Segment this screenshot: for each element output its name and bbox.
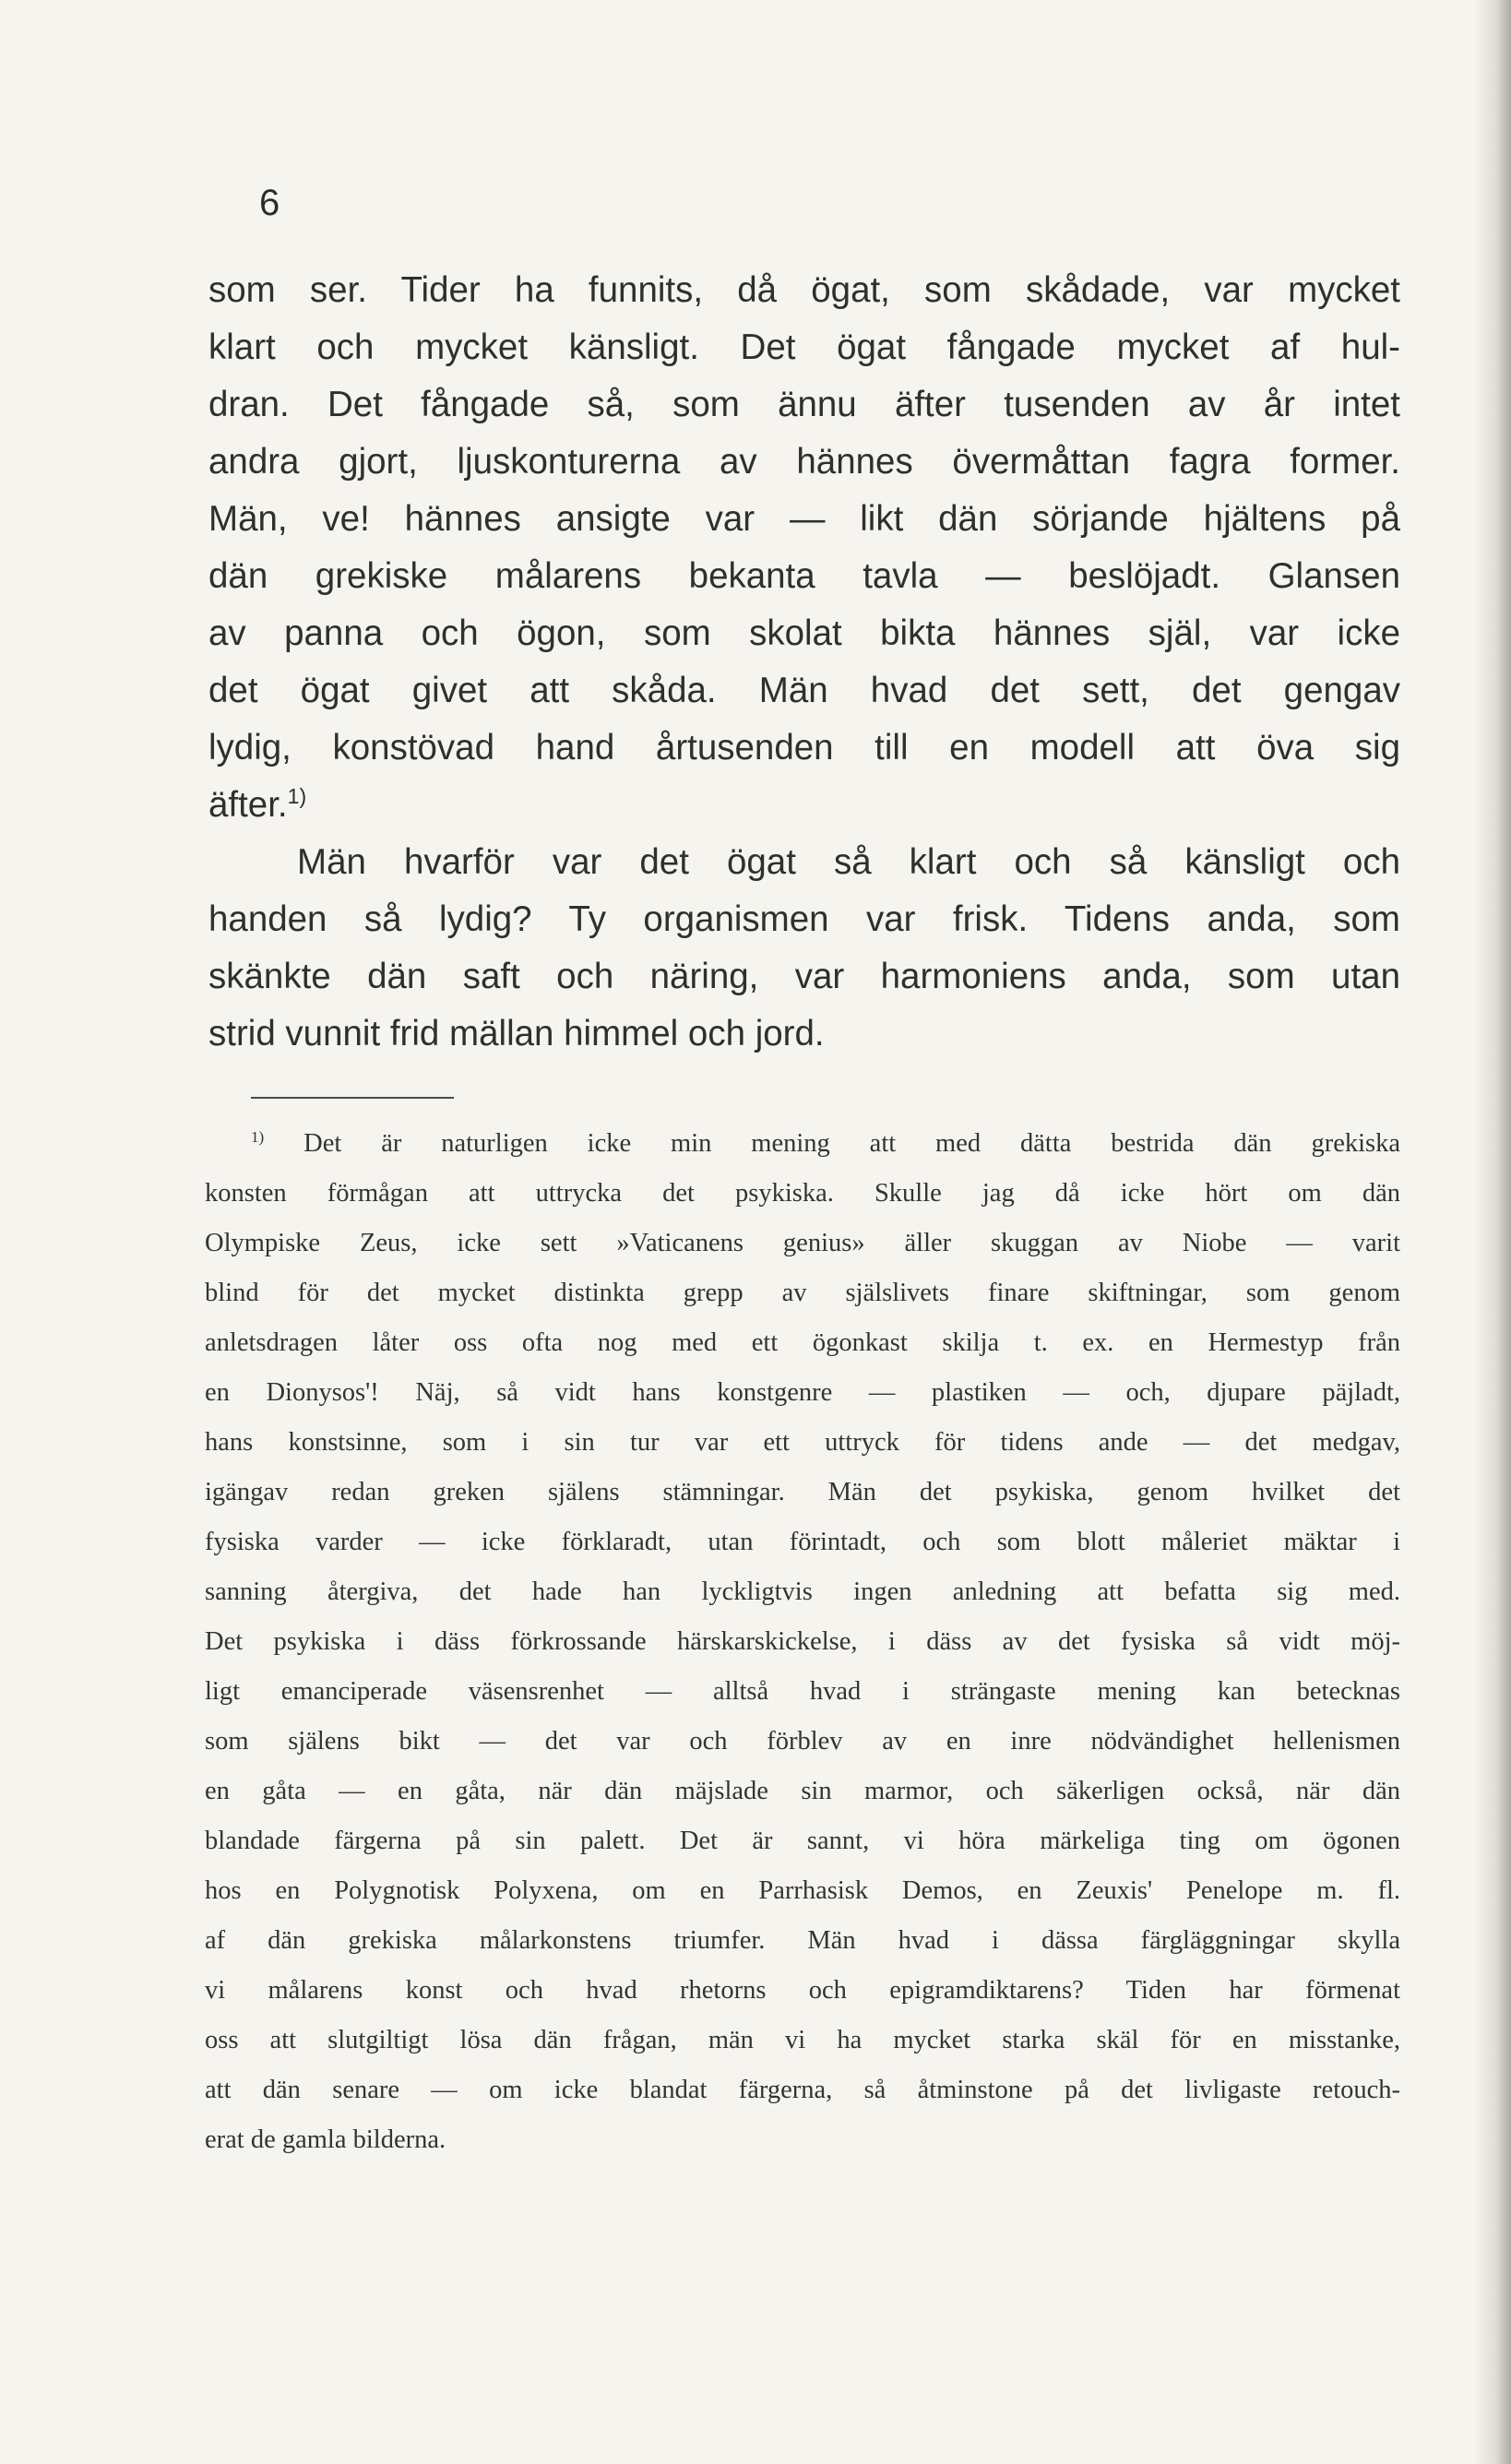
page-edge-shadow bbox=[1474, 0, 1511, 2464]
footnote-line: oss att slutgiltigt lösa dän frågan, män vi ha mycket starka skäl för en misstanke, bbox=[205, 2026, 1400, 2054]
text-line: strid vunnit frid mällan himmel och jord. bbox=[208, 1014, 825, 1053]
footnote-line: sanning återgiva, det hade han lyckligtvis ingen anledning att befatta sig med. bbox=[205, 1577, 1400, 1606]
text-line: lydig, konstövad hand årtusenden till en modell att öva sig bbox=[208, 728, 1400, 768]
footnote-line: erat de gamla bilderna. bbox=[205, 2125, 446, 2154]
text-line: som ser. Tider ha funnits, då ögat, som skådade, var mycket bbox=[208, 270, 1400, 310]
footnote-line: af dän grekiska målarkonstens triumfer. Män hvad i dässa färgläggningar skylla bbox=[205, 1926, 1400, 1955]
footnote-line: anletsdragen låter oss ofta nog med ett ögonkast skilja t. ex. en Hermestyp från bbox=[205, 1328, 1400, 1357]
footnote-line: hos en Polygnotisk Polyxena, om en Parrhasisk Demos, en Zeuxis' Penelope m. fl. bbox=[205, 1876, 1400, 1905]
footnote-line: igängav redan greken själens stämningar. Män det psykiska, genom hvilket det bbox=[205, 1478, 1400, 1506]
text-line: Män hvarför var det ögat så klart och så känsligt och bbox=[297, 842, 1400, 882]
page-number: 6 bbox=[259, 183, 280, 223]
footnote-line: Det psykiska i däss förkrossande härskarskickelse, i däss av det fysiska så vidt möj- bbox=[205, 1627, 1400, 1656]
footnote-reference: 1) bbox=[287, 784, 307, 809]
text-line bbox=[208, 777, 1400, 834]
text-line: Män, ve! hännes ansigte var — likt dän sörjande hjältens på bbox=[208, 499, 1400, 539]
text-line: av panna och ögon, som skolat bikta hännes själ, var icke bbox=[208, 613, 1400, 653]
text-line: dran. Det fångade så, som ännu äfter tusenden av år intet bbox=[208, 385, 1400, 424]
footnote-line: ligt emanciperade väsensrenhet — alltså hvad i strängaste mening kan betecknas bbox=[205, 1677, 1400, 1706]
footnote-line: blandade färgerna på sin palett. Det är sannt, vi höra märkeliga ting om ögonen bbox=[205, 1827, 1400, 1855]
footnote-line: konsten förmågan att uttrycka det psykiska. Skulle jag då icke hört om dän bbox=[205, 1179, 1400, 1208]
footnote-line: fysiska varder — icke förklaradt, utan förintadt, och som blott måleriet mäktar i bbox=[205, 1528, 1400, 1556]
text-line: andra gjort, ljuskonturerna av hännes övermåttan fagra former. bbox=[208, 442, 1400, 482]
footnote-line: blind för det mycket distinkta grepp av själslivets finare skiftningar, som genom bbox=[205, 1279, 1400, 1307]
text-line: skänkte dän saft och näring, var harmoniens anda, som utan bbox=[208, 957, 1400, 996]
footnote-line: vi målarens konst och hvad rhetorns och epigramdiktarens? Tiden har förmenat bbox=[205, 1976, 1400, 2005]
footnote-line: att dän senare — om icke blandat färgerna, så åtminstone på det livligaste retouch- bbox=[205, 2076, 1400, 2104]
text-fragment: äfter. bbox=[208, 785, 288, 825]
text-line: dän grekiske målarens bekanta tavla — beslöjadt. Glansen bbox=[208, 556, 1400, 596]
footnote-line: hans konstsinne, som i sin tur var ett uttryck för tidens ande — det medgav, bbox=[205, 1428, 1400, 1457]
footnote-line bbox=[205, 1119, 1400, 1169]
text-line: klart och mycket känsligt. Det ögat fångade mycket af hul- bbox=[208, 327, 1400, 367]
footnote-line: Olympiske Zeus, icke sett »Vaticanens genius» äller skuggan av Niobe — varit bbox=[205, 1229, 1400, 1257]
footnote bbox=[205, 1119, 1400, 2165]
footnote-line: en gåta — en gåta, när dän mäjslade sin marmor, och säkerligen också, när dän bbox=[205, 1777, 1400, 1805]
main-text bbox=[208, 262, 1400, 1063]
footnote-line: en Dionysos'! Näj, så vidt hans konstgenre — plastiken — och, djupare päjladt, bbox=[205, 1378, 1400, 1407]
text-fragment: Det är naturligen icke min mening att med dätta bestrida dän grekiska bbox=[303, 1129, 1401, 1158]
footnote-divider bbox=[251, 1097, 454, 1099]
text-line: handen så lydig? Ty organismen var frisk. Tidens anda, som bbox=[208, 899, 1400, 939]
footnote-line: som själens bikt — det var och förblev av en inre nödvändighet hellenismen bbox=[205, 1727, 1400, 1756]
text-line: det ögat givet att skåda. Män hvad det sett, det gengav bbox=[208, 671, 1400, 710]
footnote-marker: 1) bbox=[251, 1127, 265, 1146]
